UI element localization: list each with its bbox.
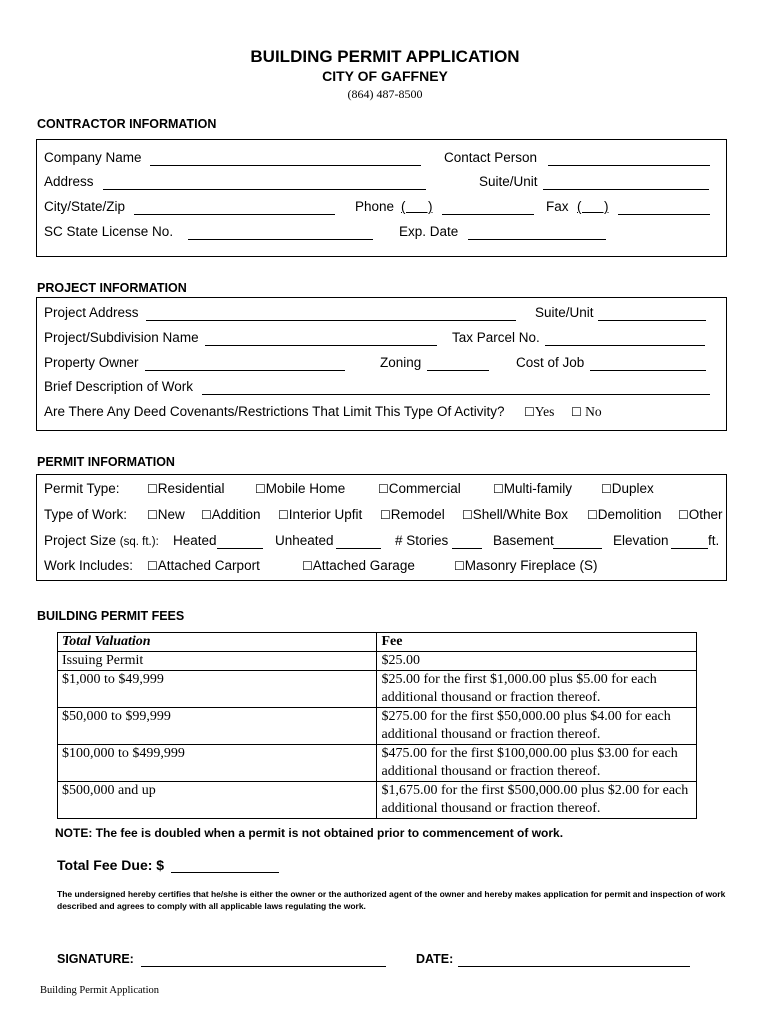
- property-owner-field[interactable]: [145, 370, 345, 371]
- heated-label: Heated: [173, 533, 217, 548]
- column-header-valuation: Total Valuation: [58, 633, 377, 652]
- date-field[interactable]: [458, 966, 690, 967]
- covenants-question: Are There Any Deed Covenants/Restrictions That Limit This Type Of Activity?: [44, 404, 505, 419]
- covenants-no-option[interactable]: ☐ No: [571, 404, 602, 419]
- permit-heading: PERMIT INFORMATION: [37, 455, 175, 469]
- phone-field[interactable]: [442, 214, 534, 215]
- description-label: Brief Description of Work: [44, 379, 194, 394]
- includes-attached-carport[interactable]: ☐Attached Carport: [147, 558, 260, 573]
- checkbox-icon[interactable]: ☐: [380, 508, 391, 522]
- work-includes-label: Work Includes:: [44, 558, 134, 573]
- elevation-field[interactable]: [671, 548, 708, 549]
- elevation-unit: ft.: [708, 533, 720, 548]
- permit-type-commercial[interactable]: ☐Commercial: [378, 481, 461, 496]
- includes-masonry-fireplace[interactable]: ☐Masonry Fireplace (S): [454, 558, 598, 573]
- zoning-label: Zoning: [380, 355, 422, 370]
- subdivision-label: Project/Subdivision Name: [44, 330, 199, 345]
- phone-label: Phone: [355, 199, 395, 214]
- form-title: BUILDING PERMIT APPLICATION: [250, 47, 520, 66]
- exp-date-field[interactable]: [468, 239, 606, 240]
- permit-type-label: Permit Type:: [44, 481, 120, 496]
- signature-field[interactable]: [141, 966, 386, 967]
- basement-label: Basement: [493, 533, 554, 548]
- city-state-zip-field[interactable]: [134, 214, 335, 215]
- checkbox-icon[interactable]: ☐: [147, 482, 158, 496]
- table-header-row: [58, 633, 697, 652]
- table-row: [58, 671, 697, 708]
- fee-cell: $1,675.00 for the first $500,000.00 plus $2.00 for each additional thousand or fraction thereof.: [377, 782, 697, 819]
- city-state-zip-label: City/State/Zip: [44, 199, 126, 214]
- city-phone: (864) 487-8500: [347, 87, 423, 101]
- checkbox-icon[interactable]: ☐: [147, 508, 158, 522]
- fees-table: [57, 632, 697, 819]
- valuation-cell: $1,000 to $49,999: [58, 671, 377, 708]
- basement-field[interactable]: [553, 548, 602, 549]
- license-label: SC State License No.: [44, 224, 174, 239]
- checkbox-icon[interactable]: ☐: [278, 508, 289, 522]
- checkbox-icon[interactable]: ☐: [524, 405, 535, 419]
- project-heading: PROJECT INFORMATION: [37, 281, 187, 295]
- unheated-field[interactable]: [336, 548, 381, 549]
- column-header-fee: Fee: [377, 633, 697, 652]
- permit-type-residential[interactable]: ☐Residential: [147, 481, 225, 496]
- work-type-new[interactable]: ☐New: [147, 507, 185, 522]
- checkbox-icon[interactable]: ☐: [454, 559, 465, 573]
- contact-person-label: Contact Person: [444, 150, 538, 165]
- project-suite-field[interactable]: [598, 320, 706, 321]
- fee-note: NOTE: The fee is doubled when a permit is not obtained prior to commencement of work.: [55, 826, 564, 840]
- table-row: [58, 782, 697, 819]
- fax-field[interactable]: [618, 214, 710, 215]
- table-row: [58, 745, 697, 782]
- table-row: [58, 652, 697, 671]
- date-label: DATE:: [416, 952, 454, 966]
- valuation-cell: $50,000 to $99,999: [58, 708, 377, 745]
- subdivision-field[interactable]: [205, 345, 437, 346]
- project-suite-label: Suite/Unit: [535, 305, 594, 320]
- address-label: Address: [44, 174, 94, 189]
- permit-type-mobile-home[interactable]: ☐Mobile Home: [255, 481, 346, 496]
- address-field[interactable]: [103, 189, 426, 190]
- zoning-field[interactable]: [427, 370, 489, 371]
- heated-field[interactable]: [217, 548, 263, 549]
- contact-person-field[interactable]: [548, 165, 710, 166]
- fee-cell: $25.00 for the first $1,000.00 plus $5.00 for each additional thousand or fraction thereof.: [377, 671, 697, 708]
- suite-unit-field[interactable]: [543, 189, 709, 190]
- permit-type-multi-family[interactable]: ☐Multi-family: [493, 481, 573, 496]
- work-type-other[interactable]: ☐Other: [678, 507, 723, 522]
- tax-parcel-label: Tax Parcel No.: [452, 330, 540, 345]
- stories-label: # Stories: [395, 533, 449, 548]
- project-address-label: Project Address: [44, 305, 139, 320]
- cost-field[interactable]: [590, 370, 706, 371]
- company-name-label: Company Name: [44, 150, 142, 165]
- city-name: CITY OF GAFFNEY: [322, 68, 448, 84]
- unheated-label: Unheated: [275, 533, 334, 548]
- signature-label: SIGNATURE:: [57, 952, 134, 966]
- fax-area-code[interactable]: ( ): [577, 199, 609, 214]
- checkbox-icon[interactable]: ☐: [201, 508, 212, 522]
- work-type-shell-white-box[interactable]: ☐Shell/White Box: [462, 507, 569, 522]
- total-fee-label: Total Fee Due: $: [57, 857, 165, 873]
- work-type-addition[interactable]: ☐Addition: [201, 507, 261, 522]
- valuation-cell: $100,000 to $499,999: [58, 745, 377, 782]
- tax-parcel-field[interactable]: [545, 345, 705, 346]
- checkbox-icon[interactable]: ☐: [571, 405, 582, 419]
- checkbox-icon[interactable]: ☐: [255, 482, 266, 496]
- stories-field[interactable]: [452, 548, 482, 549]
- checkbox-icon[interactable]: ☐: [462, 508, 473, 522]
- work-type-label: Type of Work:: [44, 507, 128, 522]
- includes-attached-garage[interactable]: ☐Attached Garage: [302, 558, 415, 573]
- checkbox-icon[interactable]: ☐: [678, 508, 689, 522]
- checkbox-icon[interactable]: ☐: [147, 559, 158, 573]
- description-field[interactable]: [202, 394, 710, 395]
- fee-cell: $275.00 for the first $50,000.00 plus $4.00 for each additional thousand or fraction thereof.: [377, 708, 697, 745]
- valuation-cell: Issuing Permit: [58, 652, 377, 671]
- fee-cell: $475.00 for the first $100,000.00 plus $3.00 for each additional thousand or fraction thereof.: [377, 745, 697, 782]
- work-type-interior-upfit[interactable]: ☐Interior Upfit: [278, 507, 363, 522]
- checkbox-icon[interactable]: ☐: [493, 482, 504, 496]
- project-address-field[interactable]: [146, 320, 516, 321]
- work-type-demolition[interactable]: ☐Demolition: [587, 507, 662, 522]
- elevation-label: Elevation: [613, 533, 669, 548]
- suite-unit-label: Suite/Unit: [479, 174, 538, 189]
- phone-area-code[interactable]: ( ): [401, 199, 433, 214]
- covenants-yes-option[interactable]: ☐Yes: [524, 404, 555, 419]
- table-row: [58, 708, 697, 745]
- fees-heading: BUILDING PERMIT FEES: [37, 609, 185, 623]
- valuation-cell: $500,000 and up: [58, 782, 377, 819]
- checkbox-icon[interactable]: ☐: [601, 482, 612, 496]
- exp-date-label: Exp. Date: [399, 224, 459, 239]
- checkbox-icon[interactable]: ☐: [302, 559, 313, 573]
- total-fee-field[interactable]: [171, 872, 279, 873]
- work-type-remodel[interactable]: ☐Remodel: [380, 507, 445, 522]
- fax-label: Fax: [546, 199, 569, 214]
- cost-label: Cost of Job: [516, 355, 585, 370]
- checkbox-icon[interactable]: ☐: [378, 482, 389, 496]
- project-size-label: Project Size (sq. ft.):: [44, 533, 159, 548]
- checkbox-icon[interactable]: ☐: [587, 508, 598, 522]
- license-field[interactable]: [188, 239, 373, 240]
- fee-cell: $25.00: [377, 652, 697, 671]
- footer-text: Building Permit Application: [40, 985, 159, 996]
- company-name-field[interactable]: [150, 165, 421, 166]
- property-owner-label: Property Owner: [44, 355, 139, 370]
- permit-type-duplex[interactable]: ☐Duplex: [601, 481, 654, 496]
- certification-text: The undersigned hereby certifies that he/she is either the owner or the authorized agent of the owner and hereby makes application for permit and inspection of work described and agrees to comply with all applicable laws regulating the work.: [57, 889, 726, 911]
- contractor-heading: CONTRACTOR INFORMATION: [37, 117, 217, 131]
